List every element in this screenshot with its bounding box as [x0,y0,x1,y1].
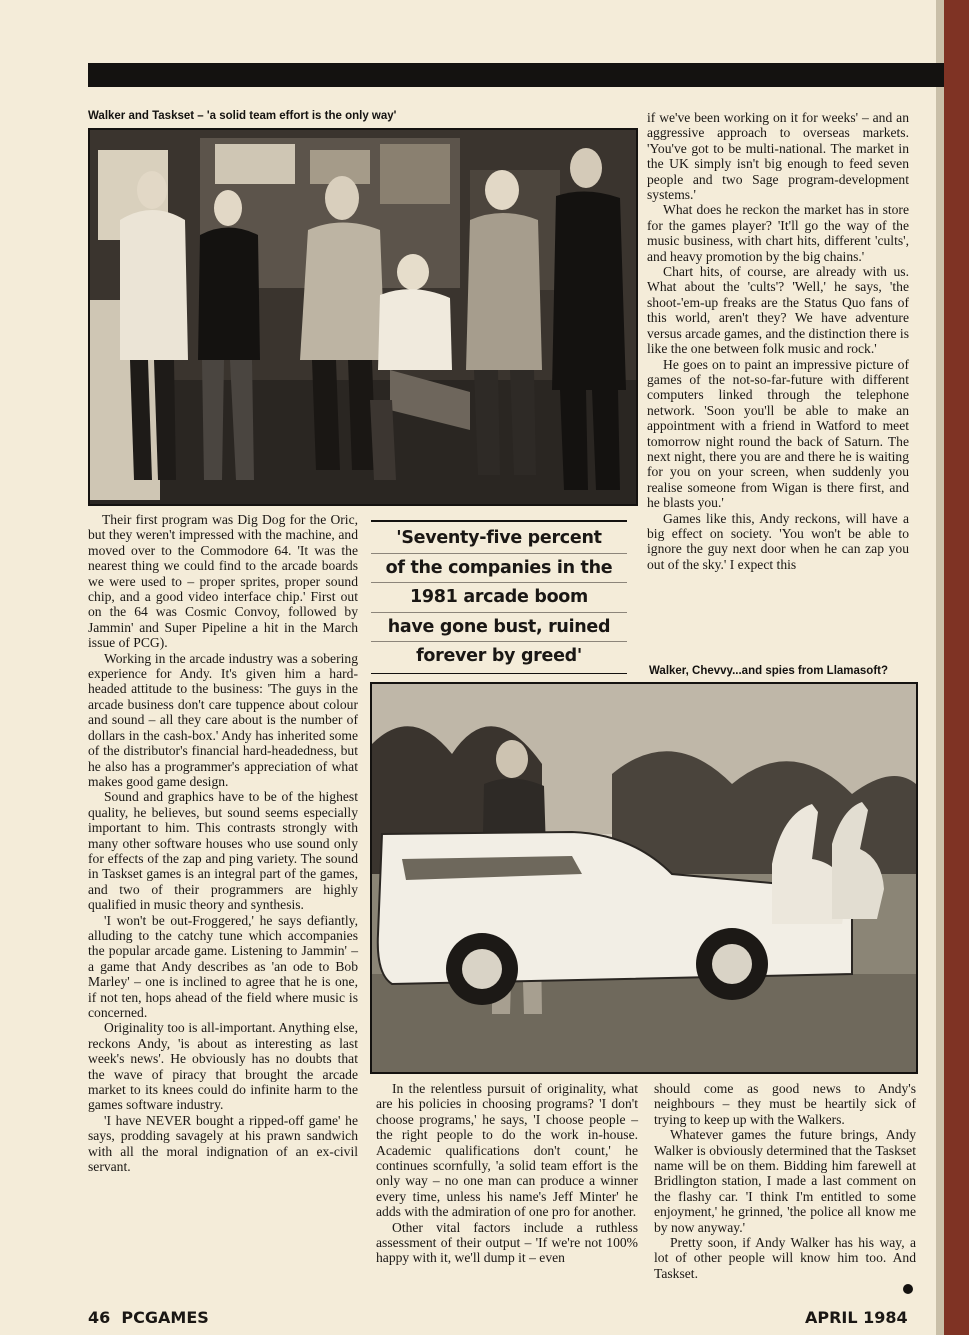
car-and-llamas-illustration [372,684,916,1072]
top-photo [88,128,638,506]
paragraph: Originality too is all-important. Anything else, reckons Andy, 'is about as interesting as last week's news'. He obviously has no doubts that the wave of piracy that brought the arcade market to its knees could do infinite harm to the games software industry. [88,1020,358,1113]
paragraph: Sound and graphics have to be of the highest quality, he believes, but sound seems especially important to him. This contrasts strongly with many other software houses who use sound only for effects of the zap and ping variety. The sound in Taskset games is an integral part of the games, and two of their programmers are highly qualified in music theory and synthesis. [88,789,358,913]
middle-column-bottom [376,1081,638,1266]
end-of-article-bullet [903,1284,913,1294]
paragraph: Other vital factors include a ruthless assessment of their output – 'If we're not 100% happy with it, we'll dump it – even [376,1219,638,1266]
paragraph: In the relentless pursuit of originality, what are his policies in choosing programs? 'I don't choose programs,' he says, 'I choose people – the right people to do the work in-house. Academic qualifications don't count,' he continues scornfully, 'a solid team effort is the only way – no one man can produce a winner every time, unless his name's Jeff Minter' he adds with the admiration of one pro for another. [376,1081,638,1220]
facing-page-edge-color [944,0,969,1335]
paragraph: What does he reckon the market has in store for the games player? 'It'll go the way of the music business, with chart hits, different 'cults', and heavy promotion by the big chains.' [647,202,909,264]
paragraph: Working in the arcade industry was a sobering experience for Andy. It's given him a hard-headed attitude to the business: 'The guys in the arcade business don't care tuppence about colour and sound – all they care about is the number of dollars in the cash-box.' Andy has inherited some of the distributor's financial hard-headedness, but he also has a programmer's appreciation of what makes good game design. [88,650,358,789]
pull-quote-line: of the companies in the [371,554,627,584]
right-column-top [647,110,909,572]
pull-quote-line: 1981 arcade boom [371,583,627,613]
header-rule [88,63,944,87]
right-column-bottom [654,1081,916,1281]
paragraph: if we've been working on it for weeks' – and an aggressive approach to overseas markets. 'You've got to be multi-national. The market in the UK simply isn't big enough to feed seven people and two Sage program-development systems.' [647,110,909,203]
bottom-photo [370,682,918,1074]
page-footer [88,1308,209,1327]
top-photo-caption: Walker and Taskset – 'a solid team effort is the only way' [88,110,397,122]
pull-quote-line: have gone bust, ruined [371,613,627,643]
paragraph: He goes on to paint an impressive picture of games of the not-so-far-future with different computers linked through the telephone network. 'Soon you'll be able to make an appointment with a friend in Watford to meet tomorrow night round the back of Saturn. The next night, there you are and there he is waiting for you on your screen, when suddenly you realise someone from Wigan is there first, and he blasts you.' [647,356,909,511]
bottom-photo-caption: Walker, Chevvy...and spies from Llamasoft? [649,665,889,677]
paragraph: Games like this, Andy reckons, will have a big effect on society. 'You won't be able to ignore the guy next door when he can zap you out of the sky.' I expect this [647,510,909,572]
pull-quote [371,520,627,674]
issue-date: APRIL 1984 [805,1308,908,1327]
pull-quote-line: 'Seventy-five percent [371,524,627,554]
paragraph: Their first program was Dig Dog for the Oric, but they weren't impressed with the machine, and moved over to the Commodore 64. 'It was the nearest thing we could find to the arcade boards we were used to – proper sprites, proper sound chip, and a good video interface chip.' First out on the 64 was Cosmic Convoy, followed by Jammin' and Super Pipeline a hit in the March issue of PCG). [88,512,358,651]
pull-quote-line: forever by greed' [416,646,582,666]
magazine-name: PCGAMES [121,1308,209,1327]
paragraph: 'I won't be out-Froggered,' he says defiantly, alluding to the catchy tune which accompanies the popular arcade game. Listening to Jammin' – a game that Andy describes as 'an ode to Bob Marley' – one is inclined to agree that he is one, if not ten, hops ahead of the field where music is concerned. [88,912,358,1020]
facing-page-edge [936,0,944,1335]
paragraph: Whatever games the future brings, Andy Walker is obviously determined that the Taskset name will be on them. Bidding him farewell at Bridlington station, I made a last comment on the flashy car. 'I think I'm entitled to some enjoyment,' he grinned, 'the police all know me by now anyway.' [654,1127,916,1235]
team-photo-illustration [90,130,636,504]
paragraph: Chart hits, of course, are already with us. What about the 'cults'? 'Well,' he says, 'the shoot-'em-up freaks are the Status Quo fans of this world, aren't they? We have adventure versus arcade games, and the distinction there is like the one between folk music and rock.' [647,264,909,357]
left-column [88,512,358,1174]
page-number: 46 [88,1308,111,1327]
paragraph: should come as good news to Andy's neighbours – they must be heartily sick of trying to keep up with the Walkers. [654,1081,916,1127]
paragraph: Pretty soon, if Andy Walker has his way, a lot of other people will know him too. And Taskset. [654,1235,916,1281]
paragraph: 'I have NEVER bought a ripped-off game' he says, prodding savagely at his prawn sandwich with all the moral indignation of an ex-civil servant. [88,1112,358,1175]
